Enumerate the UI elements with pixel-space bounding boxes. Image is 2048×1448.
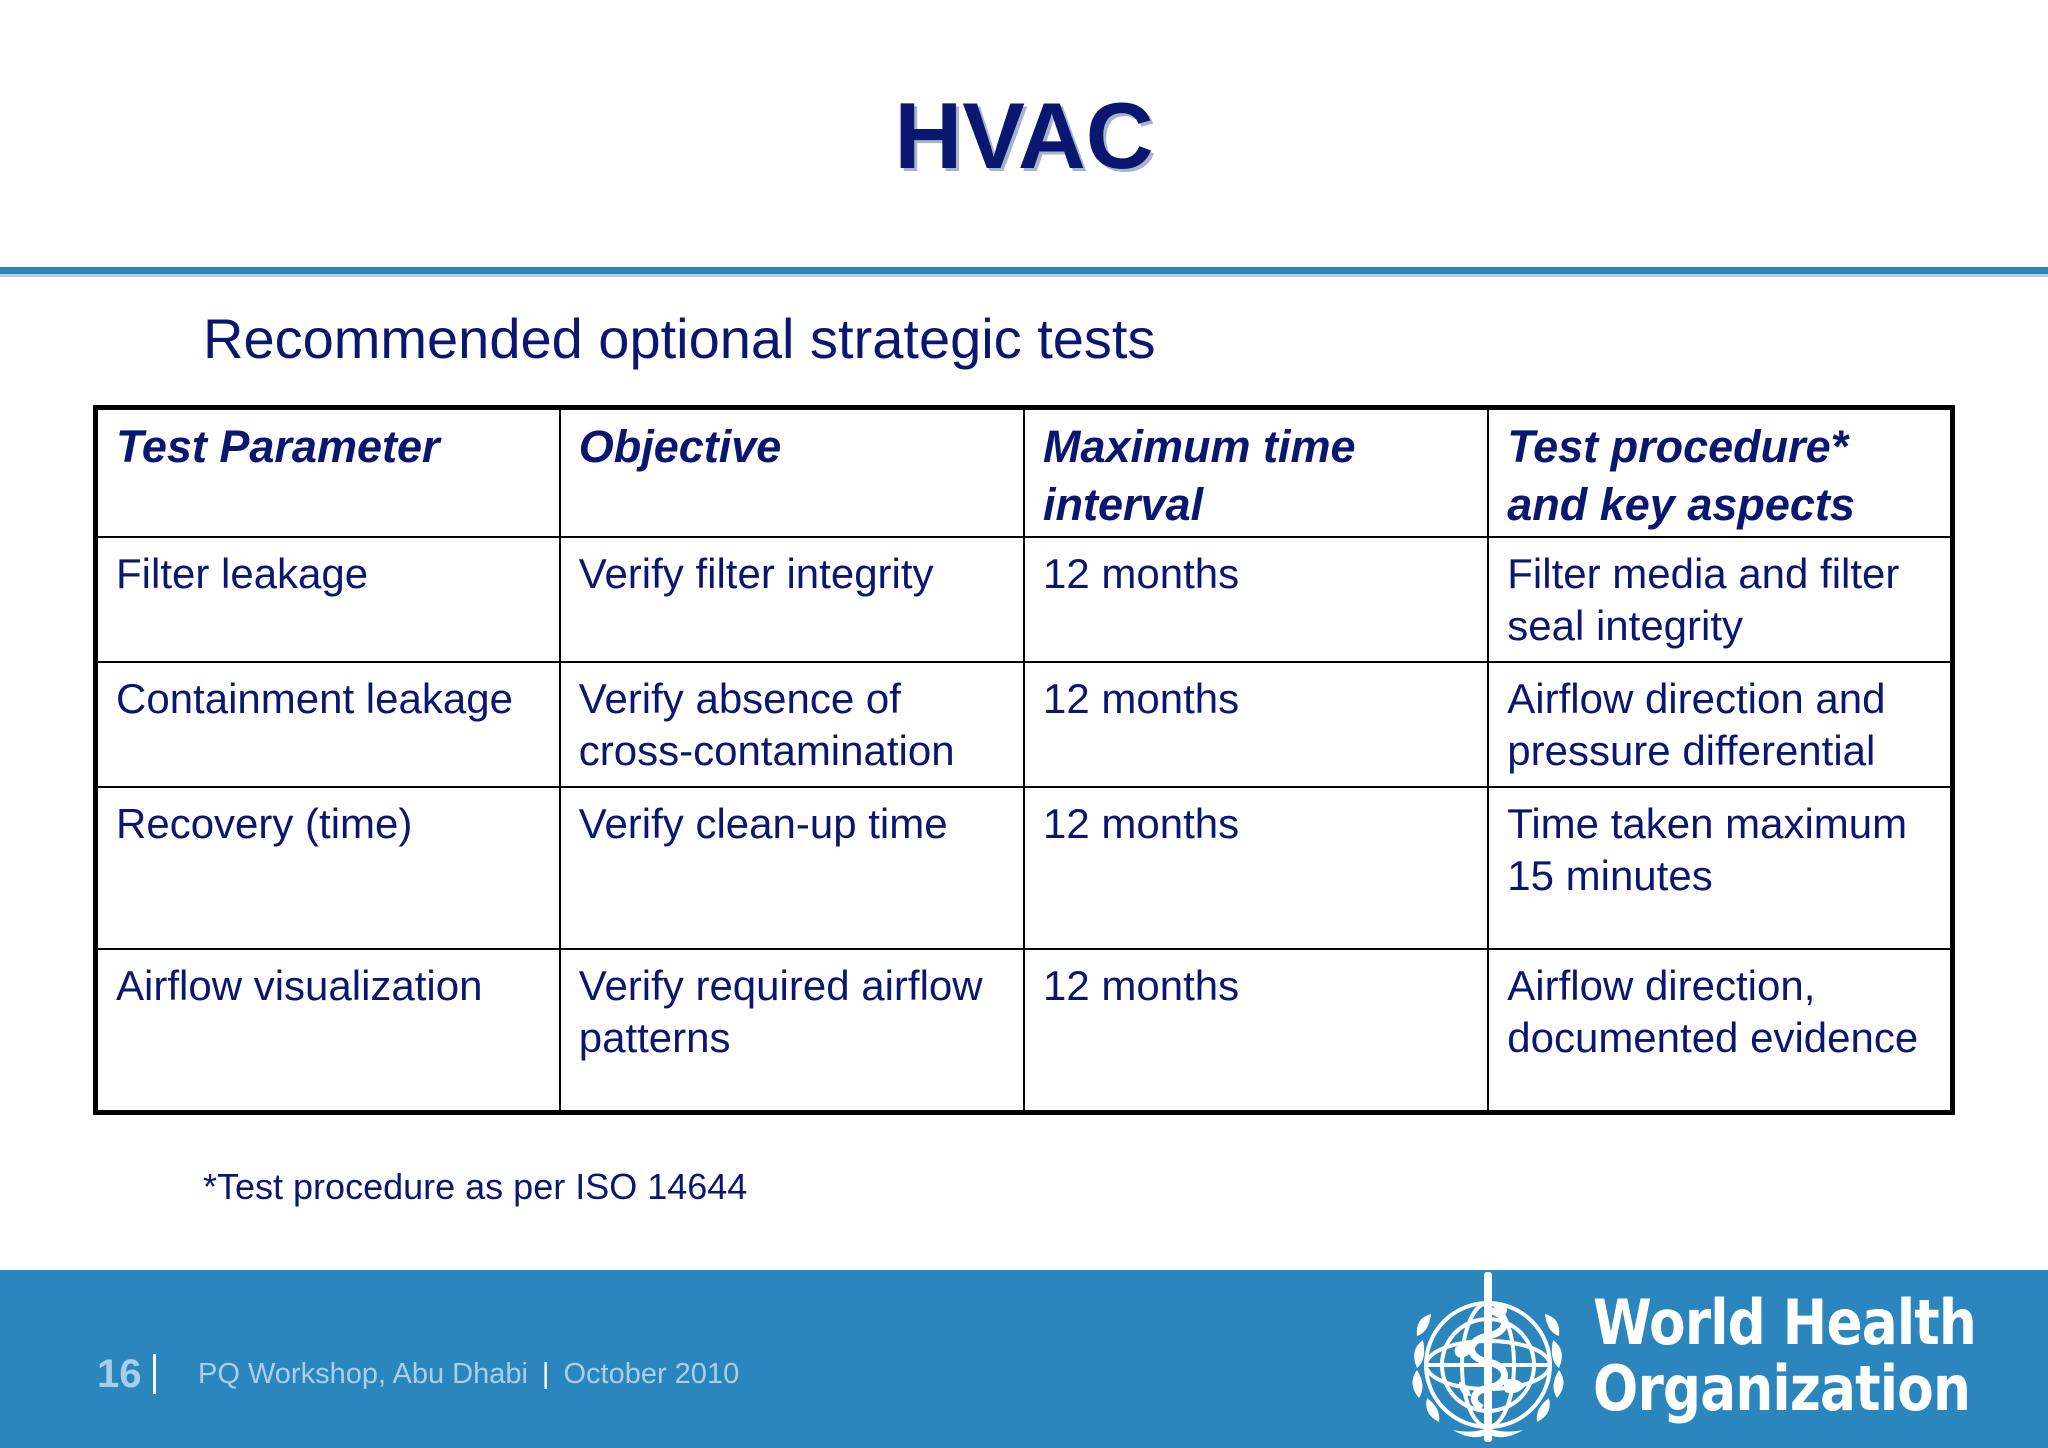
cell-test-parameter: Containment leakage bbox=[96, 662, 560, 787]
footer-separator: | bbox=[541, 1358, 550, 1390]
table-row bbox=[96, 662, 1953, 787]
cell-objective: Verify required airflow patterns bbox=[560, 949, 1024, 1113]
who-logo-line1: World Health bbox=[1593, 1286, 1977, 1359]
header-test-parameter: Test Parameter bbox=[96, 408, 560, 538]
footer-event: PQ Workshop, Abu Dhabi bbox=[198, 1358, 528, 1390]
cell-objective: Verify clean-up time bbox=[560, 787, 1024, 949]
cell-test-procedure: Airflow direction, documented evidence bbox=[1488, 949, 1952, 1113]
cell-test-procedure: Airflow direction and pressure differential bbox=[1488, 662, 1952, 787]
table-row bbox=[96, 949, 1953, 1113]
cell-test-parameter: Airflow visualization bbox=[96, 949, 560, 1113]
footer-date: October 2010 bbox=[563, 1358, 740, 1390]
header-test-procedure: Test procedure* and key aspects bbox=[1488, 408, 1952, 538]
footer-caption bbox=[198, 1358, 739, 1391]
cell-test-parameter: Recovery (time) bbox=[96, 787, 560, 949]
table-header-row bbox=[96, 408, 1953, 538]
cell-test-procedure: Filter media and filter seal integrity bbox=[1488, 537, 1952, 662]
header-divider-shadow bbox=[0, 274, 2048, 277]
cell-objective: Verify absence of cross-contamination bbox=[560, 662, 1024, 787]
who-emblem-icon bbox=[1393, 1270, 1583, 1448]
cell-objective: Verify filter integrity bbox=[560, 537, 1024, 662]
header-objective: Objective bbox=[560, 408, 1024, 538]
page-number-divider bbox=[153, 1354, 156, 1394]
cell-test-procedure: Time taken maximum 15 minutes bbox=[1488, 787, 1952, 949]
header-max-time-interval: Maximum time interval bbox=[1024, 408, 1488, 538]
cell-max-time-interval: 12 months bbox=[1024, 787, 1488, 949]
cell-max-time-interval: 12 months bbox=[1024, 949, 1488, 1113]
who-logo-wordmark bbox=[1593, 1286, 1977, 1425]
cell-max-time-interval: 12 months bbox=[1024, 537, 1488, 662]
slide-title: HVAC bbox=[894, 83, 1154, 188]
cell-test-parameter: Filter leakage bbox=[96, 537, 560, 662]
table-row bbox=[96, 537, 1953, 662]
footnote: *Test procedure as per ISO 14644 bbox=[203, 1166, 748, 1207]
who-logo-line2: Organization bbox=[1593, 1352, 1971, 1425]
slide-subtitle: Recommended optional strategic tests bbox=[203, 307, 1156, 370]
header-divider bbox=[0, 267, 2048, 274]
tests-table bbox=[93, 405, 1955, 1115]
table-row bbox=[96, 787, 1953, 949]
cell-max-time-interval: 12 months bbox=[1024, 662, 1488, 787]
page-number: 16 bbox=[97, 1352, 142, 1396]
